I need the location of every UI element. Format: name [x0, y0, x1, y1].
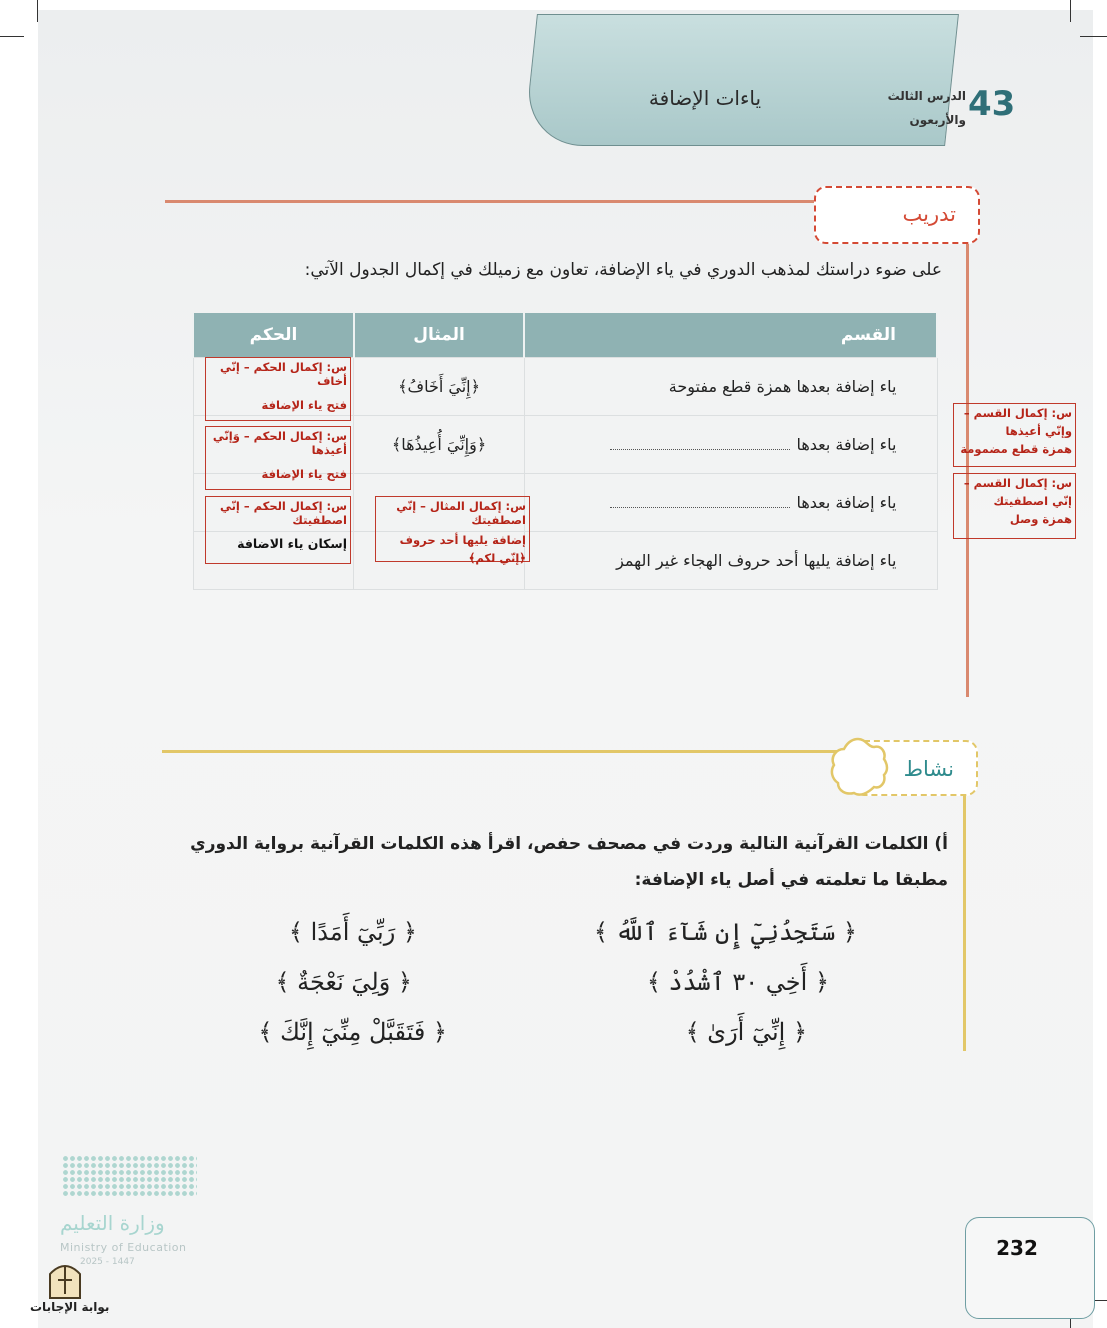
header-example: المثال — [354, 313, 524, 358]
lesson-number: 43 — [968, 84, 1016, 124]
lesson-label-line1: الدرس الثالث — [887, 89, 966, 103]
row3-section — [524, 474, 937, 532]
flower-icon — [826, 735, 890, 799]
ministry-year: 2025 - 1447 — [80, 1257, 135, 1267]
row4-section: ياء إضافة يليها أحد حروف الهجاء غير الهمز — [524, 532, 937, 590]
portal-logo-icon — [44, 1256, 86, 1300]
ministry-logo-dots — [62, 1155, 197, 1197]
annotation-line: إسكان ياء الاضافة — [237, 536, 347, 551]
lesson-label-line2: والأربعون — [909, 113, 966, 127]
annotation-line: أعيذها — [311, 443, 347, 457]
training-instruction: على ضوء دراستك لمذهب الدوري في ياء الإضافة، تعاون مع زميلك في إكمال الجدول الآتي: — [304, 260, 942, 280]
activity-side-rule — [963, 795, 966, 1051]
lesson-label — [880, 84, 966, 132]
quran-word: ﴿ وَلِيَ نَعْجَةٌ ﴾ — [275, 968, 412, 996]
row2-section — [524, 416, 937, 474]
quran-word: ﴿ أَخِي ٣٠ ٱشْدُدْ ﴾ — [646, 968, 829, 996]
row1-section: ياء إضافة بعدها همزة قطع مفتوحة — [524, 358, 937, 416]
crop-mark — [0, 36, 24, 37]
annotation-line: أخاف — [317, 374, 347, 388]
page-number-box — [965, 1217, 1095, 1319]
crop-mark — [1080, 36, 1107, 37]
row1-example: ﴿إِنِّيَ أَخَافُ﴾ — [354, 358, 524, 416]
quran-word: ﴿ سَتَجِدُنِيٓ إِن شَآءَ ٱللَّهُ ﴾ — [593, 918, 857, 946]
quran-word: ﴿ رَبِّيٓ أَمَدًا ﴾ — [288, 918, 417, 946]
annotation-side-2 — [953, 403, 1076, 467]
annotation-line: س: إكمال القسم – — [963, 406, 1072, 420]
annotation-line: همزة وصل — [1009, 512, 1072, 526]
header-rule: الحكم — [193, 313, 354, 358]
annotation-line: فتح ياء الإضافة — [261, 467, 347, 481]
annotation-rule-3 — [205, 496, 351, 564]
annotation-side-3 — [953, 473, 1076, 539]
annotation-line: همزة قطع مضمومة — [960, 442, 1072, 456]
blank-line — [610, 449, 790, 450]
quran-word: ﴿ فَتَقَبَّلْ مِنِّيٓ إِنَّكَ ﴾ — [258, 1018, 447, 1046]
header-section: القسم — [524, 313, 937, 358]
annotation-line: ﴿إنّي لكم﴾ — [468, 551, 526, 565]
lesson-title: ياءات الإضافة — [648, 86, 762, 110]
annotation-rule-1 — [205, 357, 351, 421]
blank-line — [610, 507, 790, 508]
row3-section-text: ياء إضافة بعدها — [796, 493, 897, 512]
row2-example: ﴿وَإِنِّيَ أُعِيذُهَا﴾ — [354, 416, 524, 474]
annotation-line: س: إكمال القسم – — [963, 476, 1072, 490]
training-top-rule — [165, 200, 820, 203]
activity-top-rule — [162, 750, 842, 753]
annotation-line: وإنّي أعيذها — [1005, 424, 1072, 438]
activity-question: أ) الكلمات القرآنية التالية وردت في مصحف حفص، اقرأ هذه الكلمات القرآنية برواية الدوري مطبقا ما تعلمته في أصل ياء الإضافة: — [190, 834, 948, 890]
annotation-line: إنّي اصطفيتك — [993, 494, 1072, 508]
crop-mark — [37, 0, 38, 22]
crop-mark — [1070, 0, 1071, 22]
row2-section-text: ياء إضافة بعدها — [796, 435, 897, 454]
annotation-example-3 — [375, 496, 530, 565]
annotation-rule-2 — [205, 426, 351, 490]
activity-title: نشاط — [903, 757, 954, 781]
annotation-line: اصطفيتك — [292, 513, 347, 527]
annotation-line: س: إكمال الحكم – إنّي — [219, 360, 347, 374]
annotation-line: إضافة يليها أحد حروف — [399, 533, 526, 547]
annotation-line: فتح ياء الإضافة — [261, 398, 347, 412]
ministry-name-english: Ministry of Education — [60, 1241, 187, 1254]
ministry-name-arabic: وزارة التعليم — [60, 1211, 165, 1235]
portal-label: بوابة الإجابات — [30, 1300, 110, 1314]
annotation-line: س: إكمال المثال – إنّي اصطفيتك — [396, 499, 526, 527]
annotation-line: س: إكمال الحكم – إنّي — [219, 499, 347, 513]
page-number: 232 — [996, 1236, 1038, 1260]
annotation-line: س: إكمال الحكم – وَإنّي — [212, 429, 347, 443]
quran-word: ﴿ إِنِّيٓ أَرَىٰ ﴾ — [685, 1018, 807, 1046]
training-title: تدريب — [902, 202, 956, 226]
